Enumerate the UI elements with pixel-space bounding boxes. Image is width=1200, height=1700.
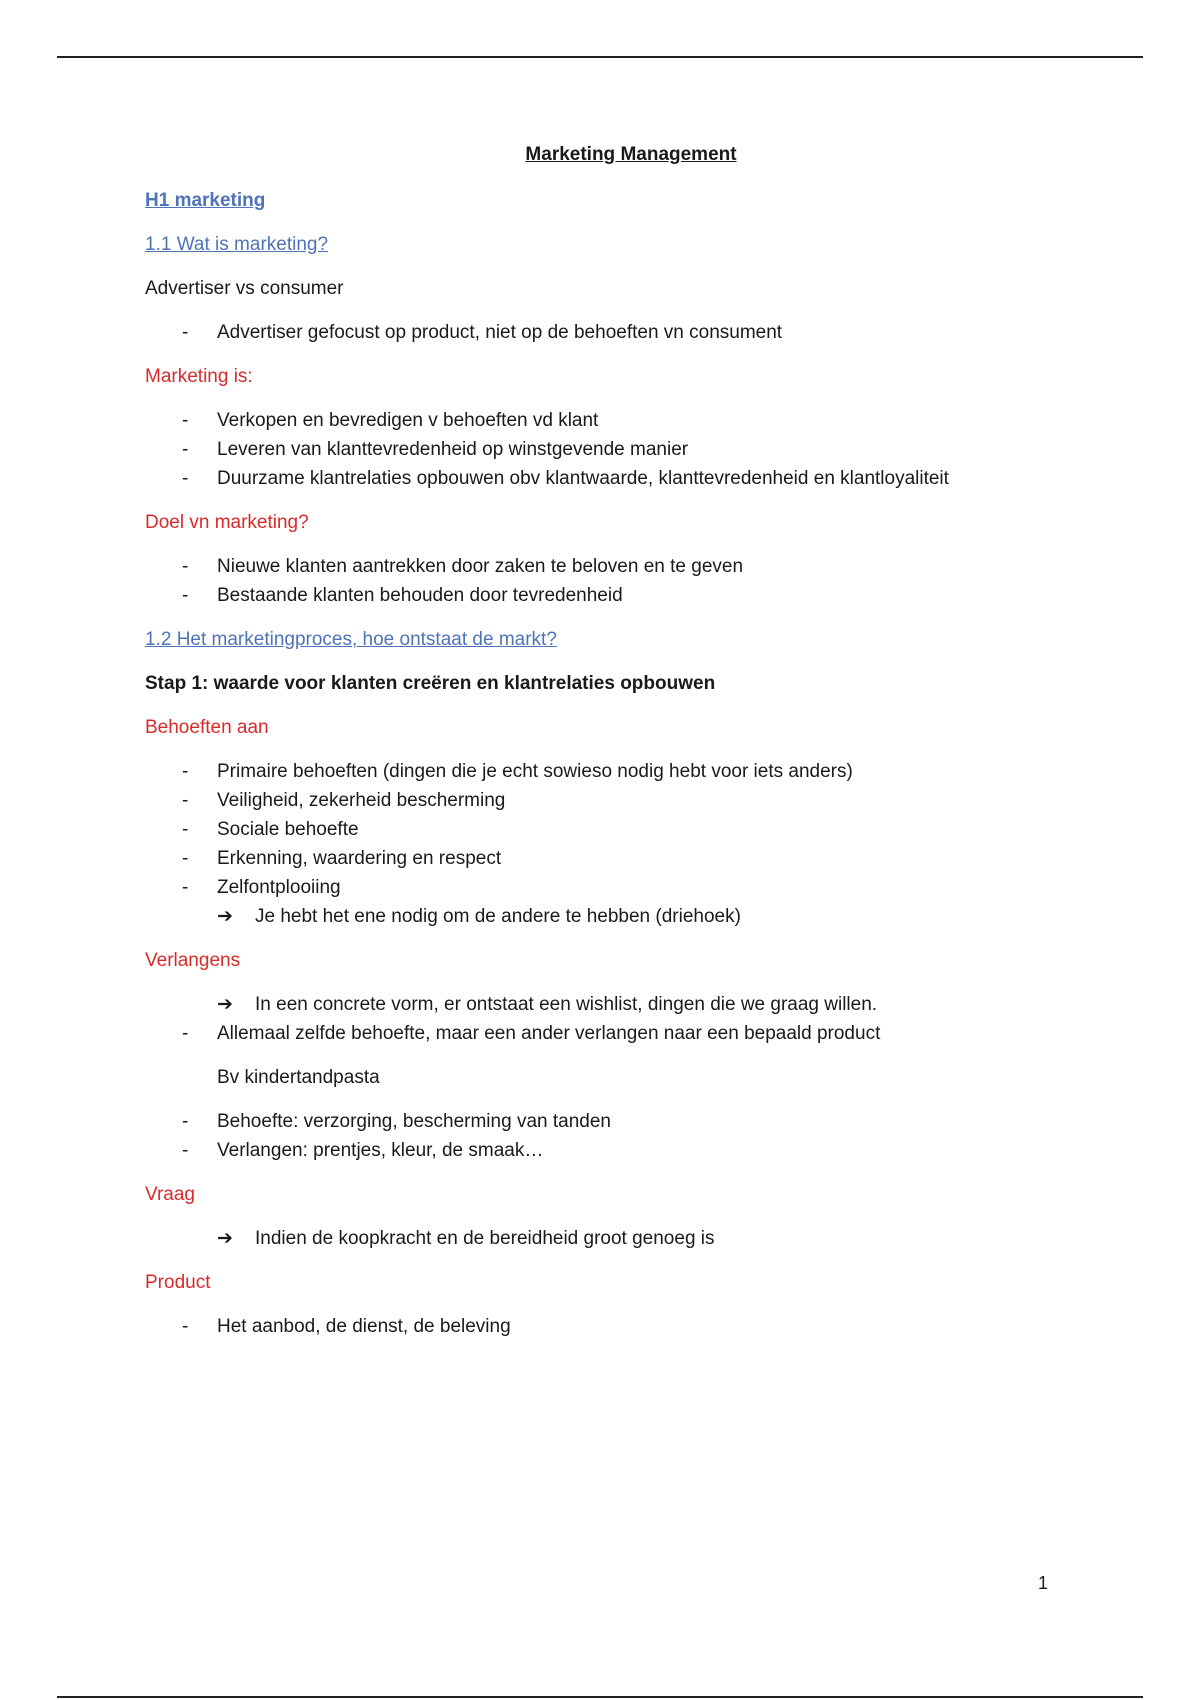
vraag-heading: Vraag: [145, 1184, 195, 1205]
bv-line: Bv kindertandpasta: [217, 1067, 380, 1088]
list-item-text: Nieuwe klanten aantrekken door zaken te beloven en te geven: [217, 556, 744, 577]
list-item-text: Erkenning, waardering en respect: [217, 848, 502, 869]
header-rule: [57, 56, 1143, 58]
dash-marker: -: [182, 410, 189, 431]
chapter-heading: H1 marketing: [145, 190, 266, 211]
dash-marker: -: [182, 1316, 189, 1337]
arrow-right-icon: ➔: [217, 994, 233, 1015]
advertiser-line: Advertiser vs consumer: [145, 278, 344, 299]
dash-marker: -: [182, 468, 189, 489]
arrow-item: [145, 902, 1075, 931]
page-content: [145, 140, 1075, 1356]
section-heading-1-1: 1.1 Wat is marketing?: [145, 234, 329, 255]
list-item-text: Verlangen: prentjes, kleur, de smaak…: [217, 1140, 544, 1161]
list-item: [145, 873, 1075, 902]
dash-marker: -: [182, 790, 189, 811]
list-item: [145, 1312, 1075, 1341]
stap-1-heading: Stap 1: waarde voor klanten creëren en klantrelaties opbouwen: [145, 673, 716, 694]
dash-marker: -: [182, 1140, 189, 1161]
list-item-text: Advertiser gefocust op product, niet op de behoeften vn consument: [217, 322, 783, 343]
doel-list: [145, 552, 1075, 610]
list-item: [145, 581, 1075, 610]
dash-marker: -: [182, 439, 189, 460]
vraag-arrow-block: [145, 1224, 1075, 1253]
section-heading-1-2: 1.2 Het marketingproces, hoe ontstaat de markt?: [145, 629, 557, 650]
list-item-text: Allemaal zelfde behoefte, maar een ander verlangen naar een bepaald product: [217, 1023, 881, 1044]
product-heading: Product: [145, 1272, 211, 1293]
bv-list: [145, 1107, 1075, 1165]
arrow-item-text: Je hebt het ene nodig om de andere te hebben (driehoek): [255, 906, 741, 927]
doel-heading: Doel vn marketing?: [145, 512, 309, 533]
behoeften-heading: Behoeften aan: [145, 717, 269, 738]
marketing-is-list: [145, 406, 1075, 493]
arrow-item: [145, 990, 1075, 1019]
arrow-item-text: In een concrete vorm, er ontstaat een wishlist, dingen die we graag willen.: [255, 994, 878, 1015]
dash-marker: -: [182, 877, 189, 898]
document-title: Marketing Management: [525, 144, 737, 165]
list-item-text: Bestaande klanten behouden door tevredenheid: [217, 585, 623, 606]
list-item: [145, 406, 1075, 435]
footer-rule: [57, 1696, 1143, 1698]
list-item-text: Leveren van klanttevredenheid op winstgevende manier: [217, 439, 689, 460]
dash-marker: -: [182, 585, 189, 606]
list-item-text: Veiligheid, zekerheid bescherming: [217, 790, 506, 811]
list-item: [145, 464, 1075, 493]
arrow-item-text: Indien de koopkracht en de bereidheid groot genoeg is: [255, 1228, 715, 1249]
list-item-text: Duurzame klantrelaties opbouwen obv klantwaarde, klanttevredenheid en klantloyaliteit: [217, 468, 949, 489]
list-item: [145, 1107, 1075, 1136]
list-item-text: Zelfontplooiing: [217, 877, 341, 898]
verlangens-heading: Verlangens: [145, 950, 241, 971]
list-item: [145, 815, 1075, 844]
list-item-text: Het aanbod, de dienst, de beleving: [217, 1316, 511, 1337]
dash-marker: -: [182, 848, 189, 869]
marketing-is-heading: Marketing is:: [145, 366, 253, 387]
list-item-text: Primaire behoeften (dingen die je echt sowieso nodig hebt voor iets anders): [217, 761, 853, 782]
dash-marker: -: [182, 1023, 189, 1044]
arrow-right-icon: ➔: [217, 906, 233, 927]
behoeften-arrow-block: [145, 902, 1075, 931]
dash-marker: -: [182, 1111, 189, 1132]
verlangens-list: [145, 1019, 1075, 1048]
product-list: [145, 1312, 1075, 1341]
advertiser-list: [145, 318, 1075, 347]
list-item: [145, 844, 1075, 873]
behoeften-list: [145, 757, 1075, 902]
list-item-text: Sociale behoefte: [217, 819, 359, 840]
list-item-text: Verkopen en bevredigen v behoeften vd klant: [217, 410, 599, 431]
list-item-text: Behoefte: verzorging, bescherming van tanden: [217, 1111, 611, 1132]
list-item: [145, 757, 1075, 786]
page-number: 1: [1038, 1573, 1049, 1593]
list-item: [145, 435, 1075, 464]
list-item: [145, 1019, 1075, 1048]
arrow-right-icon: ➔: [217, 1228, 233, 1249]
dash-marker: -: [182, 761, 189, 782]
verlangens-arrow-block: [145, 990, 1075, 1019]
arrow-item: [145, 1224, 1075, 1253]
list-item: [145, 552, 1075, 581]
dash-marker: -: [182, 322, 189, 343]
dash-marker: -: [182, 556, 189, 577]
list-item: [145, 318, 1075, 347]
dash-marker: -: [182, 819, 189, 840]
list-item: [145, 1136, 1075, 1165]
list-item: [145, 786, 1075, 815]
